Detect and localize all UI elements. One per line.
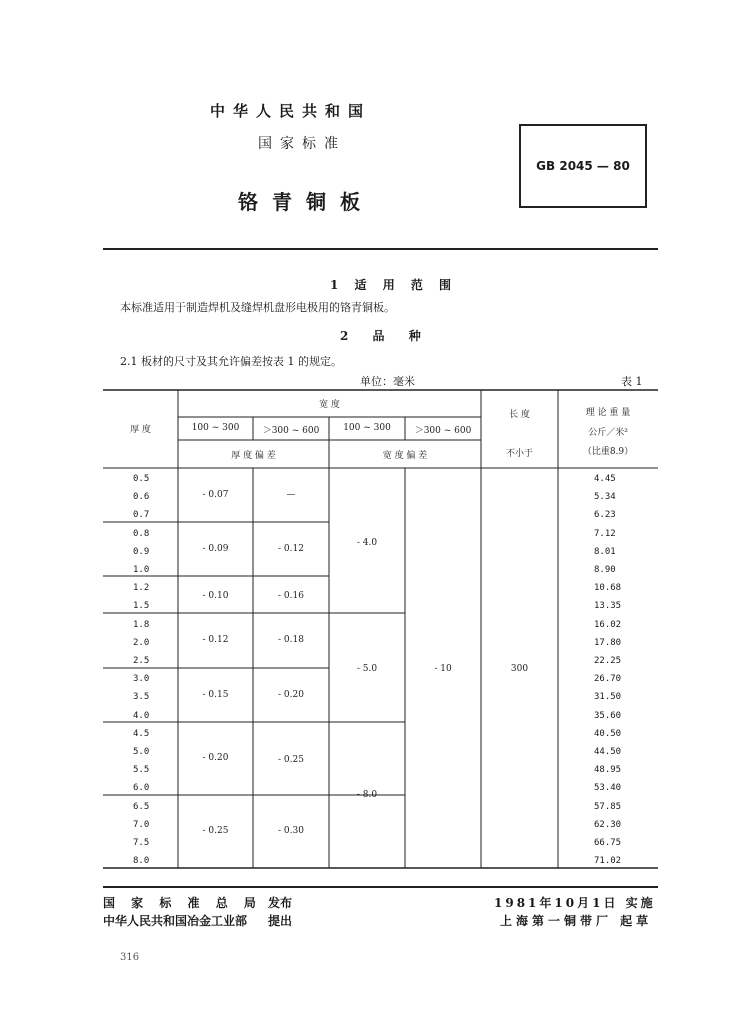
weight-value: 40.50	[594, 728, 622, 739]
proposer-action: 提出	[268, 914, 293, 928]
section2-text: 2.1 板材的尺寸及其允许偏差按表 1 的规定。	[120, 355, 342, 368]
thick-dev-a-6: - 0.20	[202, 753, 229, 763]
weight-value: 10.68	[594, 583, 622, 594]
thickness-deviation-header: 厚 度 偏 差	[231, 451, 276, 461]
thickness-header: 厚 度	[130, 425, 151, 435]
weight-value: 44.50	[594, 747, 622, 757]
thickness-value: 7.5	[133, 838, 150, 848]
width-range-4: ＞300 ~ 600	[414, 426, 472, 436]
thickness-value: 0.6	[133, 492, 150, 503]
thickness-value: 6.0	[133, 783, 150, 794]
country-title: 中华人民共和国	[210, 102, 372, 120]
length-header: 长 度	[509, 410, 530, 420]
thickness-value: 2.0	[133, 637, 150, 648]
thickness-value: 4.5	[133, 728, 150, 739]
thickness-value: 3.0	[133, 674, 150, 685]
drafter: 上海第一铜带厂 起草	[500, 914, 653, 928]
width-header: 宽 度	[319, 400, 340, 410]
thick-dev-b-6: - 0.25	[278, 755, 304, 765]
weight-value: 48.95	[594, 765, 622, 776]
weight-value: 31.50	[594, 692, 622, 703]
thickness-value: 4.0	[133, 710, 150, 721]
thick-dev-b-4: - 0.18	[278, 635, 304, 645]
thickness-value: 6.5	[133, 801, 150, 812]
weight-value: 8.01	[594, 546, 616, 557]
thick-dev-b-3: - 0.16	[278, 591, 304, 601]
proposer: 中华人民共和国冶金工业部	[103, 914, 248, 928]
weight-value: 71.02	[594, 856, 622, 867]
section2-heading: 2 品 种	[340, 329, 431, 343]
thick-dev-b-7: - 0.30	[278, 826, 304, 836]
thickness-value: 0.8	[133, 528, 150, 539]
thickness-value: 7.0	[133, 819, 150, 830]
weight-value: 5.34	[594, 492, 616, 503]
thickness-value: 5.0	[133, 747, 150, 757]
standard-code: GB 2045 — 80	[536, 159, 630, 173]
length-subheader: 不小于	[505, 449, 533, 459]
weight-value: 26.70	[594, 674, 622, 685]
thickness-value: 5.5	[133, 765, 150, 776]
thick-dev-a-7: - 0.25	[202, 826, 229, 836]
weight-value: 16.02	[594, 619, 622, 630]
weight-unit: 公斤／米²	[588, 428, 628, 438]
issuer-action: 发布	[268, 896, 293, 910]
table-unit: 单位：毫米	[360, 375, 415, 388]
document-title: 铬青铜板	[238, 190, 374, 214]
thick-dev-a-5: - 0.15	[202, 690, 229, 700]
weight-value: 4.45	[594, 474, 616, 484]
thick-dev-a-3: - 0.10	[202, 591, 229, 601]
weight-value: 66.75	[594, 838, 622, 848]
page-number: 316	[120, 952, 140, 963]
weight-value: 7.12	[594, 528, 616, 539]
effective-date: 1981年10月1日 实施	[494, 896, 656, 910]
width-dev-a-1: - 4.0	[356, 538, 378, 548]
thickness-value: 8.0	[133, 856, 150, 867]
weight-value: 35.60	[594, 710, 622, 721]
weight-note: （比重8.9）	[582, 447, 634, 457]
thickness-value: 0.9	[133, 546, 150, 557]
thick-dev-a-4: - 0.12	[202, 635, 229, 645]
weight-value: 22.25	[594, 656, 622, 666]
thickness-value: 3.5	[133, 692, 150, 703]
section1-text: 本标准适用于制造焊机及缝焊机盘形电极用的铬青铜板。	[120, 301, 395, 314]
length-value: 300	[510, 664, 529, 674]
width-dev-a-2: - 5.0	[356, 664, 378, 674]
width-dev-b: - 10	[434, 664, 452, 674]
weight-value: 17.80	[594, 637, 622, 648]
thickness-value: 1.5	[133, 601, 150, 612]
width-range-1: 100 ~ 300	[191, 423, 240, 433]
issuer: 国 家 标 准 总 局	[103, 896, 262, 910]
weight-value: 13.35	[594, 601, 622, 612]
weight-header: 理 论 重 量	[585, 408, 631, 418]
thickness-value: 1.8	[133, 619, 150, 630]
thick-dev-a-2: - 0.09	[202, 544, 229, 554]
weight-value: 8.90	[594, 565, 616, 575]
standard-type: 国家标准	[258, 136, 346, 152]
thickness-value: 2.5	[133, 656, 150, 666]
width-range-3: 100 ~ 300	[343, 423, 391, 433]
weight-value: 53.40	[594, 783, 622, 794]
table-number: 表 1	[621, 375, 643, 388]
weight-value: 6.23	[594, 510, 616, 521]
thick-dev-a-1: - 0.07	[202, 490, 229, 500]
thickness-value: 0.5	[133, 474, 150, 484]
thick-dev-b-1: —	[286, 490, 296, 500]
thickness-value: 0.7	[133, 510, 150, 521]
thick-dev-b-5: - 0.20	[278, 690, 304, 700]
width-deviation-header: 宽 度 偏 差	[382, 451, 428, 461]
width-range-2: ＞300 ~ 600	[262, 426, 320, 436]
weight-value: 57.85	[594, 801, 622, 812]
thick-dev-b-2: - 0.12	[278, 544, 304, 554]
width-dev-a-3: - 8.0	[356, 790, 378, 800]
section1-heading: 1 适 用 范 围	[330, 278, 458, 292]
thickness-value: 1.0	[133, 565, 150, 575]
thickness-value: 1.2	[133, 583, 150, 594]
weight-value: 62.30	[594, 819, 622, 830]
footer-divider	[103, 886, 658, 888]
